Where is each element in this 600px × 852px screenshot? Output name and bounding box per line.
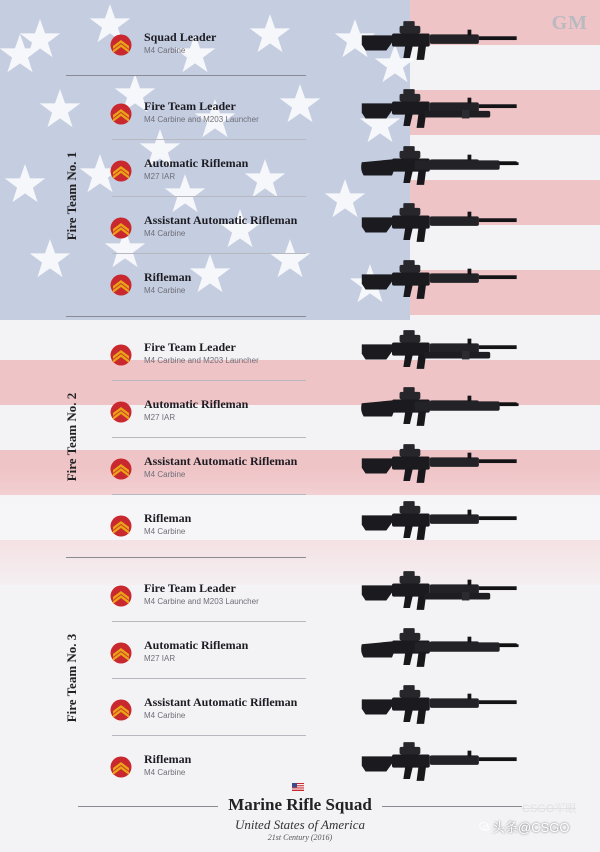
row-divider [112, 196, 306, 197]
corporal-chevron-icon [110, 34, 132, 56]
rifle-image [358, 324, 528, 376]
footer-title: Marine Rifle Squad [228, 795, 372, 814]
row-divider [112, 621, 306, 622]
row-divider [112, 139, 306, 140]
team-label-3: Fire Team No. 3 [64, 633, 79, 723]
weapon-name: M4 Carbine and M203 Launcher [144, 597, 259, 606]
corporal-chevron-icon [110, 344, 132, 366]
team-label-1: Fire Team No. 1 [64, 151, 79, 241]
role-name: Automatic Rifleman [144, 638, 249, 652]
weapon-name: M27 IAR [144, 654, 176, 663]
corporal-chevron-icon [110, 585, 132, 607]
role-name: Fire Team Leader [144, 340, 236, 354]
watermark-text: 头条@CSGO [492, 820, 570, 835]
us-flag-icon [292, 783, 304, 791]
footer-subtitle: United States of America [234, 817, 366, 832]
role-name: Automatic Rifleman [144, 156, 249, 170]
team-divider [66, 75, 306, 76]
rifle-image [358, 438, 528, 490]
rifle-image [358, 140, 528, 192]
row-divider [112, 735, 306, 736]
rifle-image [358, 622, 528, 674]
weapon-name: M4 Carbine and M203 Launcher [144, 115, 259, 124]
corporal-chevron-icon [110, 515, 132, 537]
role-name: Rifleman [144, 752, 192, 766]
role-name: Fire Team Leader [144, 99, 236, 113]
role-name: Assistant Automatic Rifleman [144, 213, 298, 227]
rifle-image [358, 495, 528, 547]
team-divider [66, 557, 306, 558]
corporal-chevron-icon [110, 274, 132, 296]
team-divider [66, 316, 306, 317]
brand-logo: GM [551, 12, 588, 34]
rifle-image [358, 197, 528, 249]
corporal-chevron-icon [110, 458, 132, 480]
team-label-2: Fire Team No. 2 [64, 392, 79, 482]
row-divider [112, 437, 306, 438]
corporal-chevron-icon [110, 401, 132, 423]
role-name: Fire Team Leader [144, 581, 236, 595]
role-name: Assistant Automatic Rifleman [144, 454, 298, 468]
rifle-image [358, 254, 528, 306]
weapon-name: M27 IAR [144, 413, 176, 422]
row-divider [112, 678, 306, 679]
weapon-name: M4 Carbine [144, 470, 186, 479]
row-divider [112, 494, 306, 495]
rifle-image [358, 381, 528, 433]
rifle-image [358, 565, 528, 617]
weapon-name: M4 Carbine [144, 768, 186, 777]
weapon-name: M4 Carbine [144, 46, 186, 55]
weapon-name: M4 Carbine and M203 Launcher [144, 356, 259, 365]
corporal-chevron-icon [110, 217, 132, 239]
weapon-name: M27 IAR [144, 172, 176, 181]
corporal-chevron-icon [110, 160, 132, 182]
row-divider [112, 253, 306, 254]
row-divider [112, 380, 306, 381]
corporal-chevron-icon [110, 642, 132, 664]
role-name: Squad Leader [144, 30, 217, 44]
role-name: Rifleman [144, 511, 192, 525]
corporal-chevron-icon [110, 103, 132, 125]
footer-year: 21st Century (2016) [267, 833, 333, 842]
corporal-chevron-icon [110, 756, 132, 778]
rifle-image [358, 15, 528, 67]
role-name: Rifleman [144, 270, 192, 284]
weapon-name: M4 Carbine [144, 711, 186, 720]
role-name: Assistant Automatic Rifleman [144, 695, 298, 709]
rifle-image [358, 736, 528, 788]
watermark-strike: CSGO军眼 [522, 803, 577, 815]
weapon-name: M4 Carbine [144, 229, 186, 238]
role-name: Automatic Rifleman [144, 397, 249, 411]
rifle-image [358, 83, 528, 135]
rifle-image [358, 679, 528, 731]
wechat-icon [479, 821, 490, 832]
weapon-name: M4 Carbine [144, 286, 186, 295]
weapon-name: M4 Carbine [144, 527, 186, 536]
corporal-chevron-icon [110, 699, 132, 721]
